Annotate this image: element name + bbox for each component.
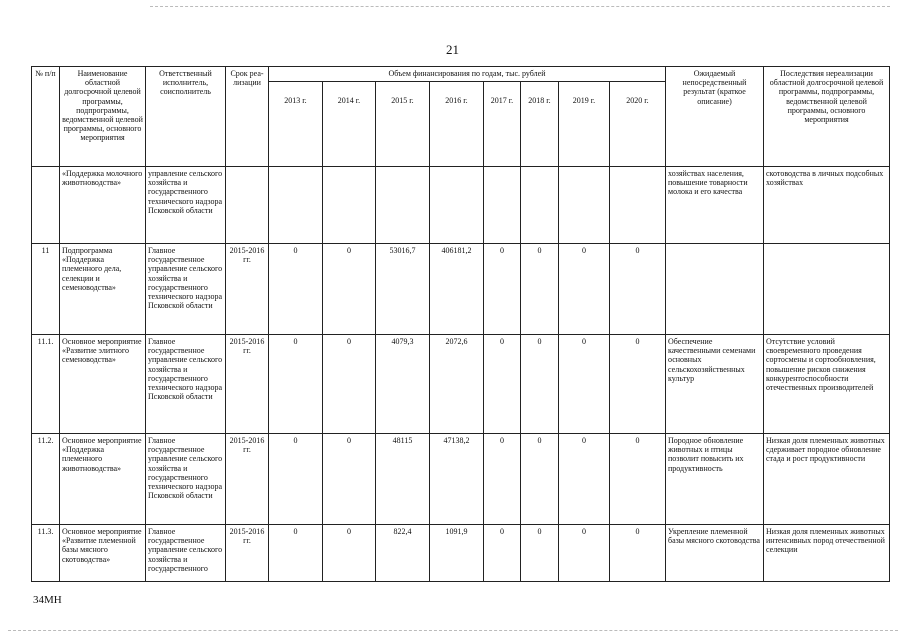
header-finance: Объем финансирования по годам, тыс. рублей <box>269 67 666 82</box>
row-value: 0 <box>610 434 666 525</box>
row-value: 0 <box>610 335 666 434</box>
header-consequence: Последствия нереализации областной долгосрочной целевой программы, подпрограммы, ведомственной целевой программы, основного мероприятия <box>764 67 890 167</box>
row-result: хозяйствах населения, повышение товарности молока и его качества <box>666 167 764 244</box>
header-result: Ожидаемый непосредственный результат (краткое описание) <box>666 67 764 167</box>
row-result: Укрепление племенной базы мясного скотоводства <box>666 525 764 582</box>
row-value: 0 <box>484 335 521 434</box>
row-result: Породное обновление животных и птицы позволит повысить их продуктивность <box>666 434 764 525</box>
row-value: 0 <box>269 244 323 335</box>
row-value: 0 <box>559 335 610 434</box>
header-year: 2018 г. <box>521 82 559 167</box>
row-name: Основное мероприятие «Поддержка племенного животноводства» <box>60 434 146 525</box>
row-executor: Главное государственное управление сельского хозяйства и государственного технического надзора Псковской области <box>146 335 226 434</box>
row-period: 2015-2016 гг. <box>226 434 269 525</box>
row-number <box>32 167 60 244</box>
row-consequence: Низкая доля племенных животных сдерживает породное обновление стада и рост продуктивности <box>764 434 890 525</box>
row-value <box>376 167 430 244</box>
header-no: № п/п <box>32 67 60 167</box>
header-period: Срок реа-лизации <box>226 67 269 167</box>
row-number: 11.1. <box>32 335 60 434</box>
row-period: 2015-2016 гг. <box>226 244 269 335</box>
header-year: 2013 г. <box>269 82 323 167</box>
row-value: 1091,9 <box>430 525 484 582</box>
row-value: 0 <box>484 244 521 335</box>
row-value: 0 <box>521 525 559 582</box>
row-number: 11.3. <box>32 525 60 582</box>
row-value <box>269 167 323 244</box>
row-value: 0 <box>559 244 610 335</box>
row-value: 0 <box>323 244 376 335</box>
row-result: Обеспечение качественными семенами основных сельскохозяйственных культур <box>666 335 764 434</box>
row-value: 2072,6 <box>430 335 484 434</box>
row-name: Основное мероприятие «Развитие племенной базы мясного скотоводства» <box>60 525 146 582</box>
row-executor: Главное государственное управление сельского хозяйства и государственного технического надзора Псковской области <box>146 244 226 335</box>
row-period: 2015-2016 гг. <box>226 335 269 434</box>
footer-code: 34МН <box>33 594 62 606</box>
row-value: 406181,2 <box>430 244 484 335</box>
row-value: 0 <box>323 335 376 434</box>
row-value <box>323 167 376 244</box>
row-consequence: Отсутствие условий своевременного проведения сортосмены и сортообновления, повышение рисков снижения конкурентоспособности отечественных производителей <box>764 335 890 434</box>
row-value <box>484 167 521 244</box>
row-value: 0 <box>269 434 323 525</box>
row-period <box>226 167 269 244</box>
row-value: 0 <box>323 525 376 582</box>
header-year: 2020 г. <box>610 82 666 167</box>
header-name: Наименование областной долгосрочной целевой программы, подпрограммы, ведомственной целевой программы, основного мероприятия <box>60 67 146 167</box>
table-row <box>32 525 890 582</box>
row-number: 11.2. <box>32 434 60 525</box>
header-year: 2017 г. <box>484 82 521 167</box>
row-value: 0 <box>559 434 610 525</box>
row-consequence <box>764 244 890 335</box>
header-row-1 <box>32 67 890 82</box>
row-value: 0 <box>269 335 323 434</box>
table-row <box>32 434 890 525</box>
row-name: Подпрограмма «Поддержка племенного дела, селекции и семеноводства» <box>60 244 146 335</box>
row-result <box>666 244 764 335</box>
row-value: 0 <box>559 525 610 582</box>
row-executor: управление сельского хозяйства и государственного технического надзора Псковской области <box>146 167 226 244</box>
row-value: 822,4 <box>376 525 430 582</box>
row-value: 0 <box>610 244 666 335</box>
row-name: «Поддержка молочного животноводства» <box>60 167 146 244</box>
row-value <box>521 167 559 244</box>
row-value: 0 <box>323 434 376 525</box>
row-value: 0 <box>610 525 666 582</box>
row-consequence: Низкая доля племенных животных интенсивных пород отечественной селекции <box>764 525 890 582</box>
row-value <box>610 167 666 244</box>
header-executor: Ответственный исполнитель, соисполнитель <box>146 67 226 167</box>
row-name: Основное мероприятие «Развитие элитного семеноводства» <box>60 335 146 434</box>
row-value <box>559 167 610 244</box>
header-year: 2016 г. <box>430 82 484 167</box>
row-value: 0 <box>484 525 521 582</box>
row-number: 11 <box>32 244 60 335</box>
row-value: 0 <box>521 244 559 335</box>
table-row <box>32 167 890 244</box>
row-period: 2015-2016 гг. <box>226 525 269 582</box>
row-value: 53016,7 <box>376 244 430 335</box>
table-row <box>32 335 890 434</box>
row-value <box>430 167 484 244</box>
header-year: 2014 г. <box>323 82 376 167</box>
row-consequence: скотоводства в личных подсобных хозяйствах <box>764 167 890 244</box>
row-value: 0 <box>484 434 521 525</box>
row-executor: Главное государственное управление сельского хозяйства и государственного технического надзора Псковской области <box>146 434 226 525</box>
scan-artifact-top <box>150 6 890 7</box>
row-value: 4079,3 <box>376 335 430 434</box>
row-executor: Главное государственное управление сельского хозяйства и государственного <box>146 525 226 582</box>
scan-artifact-bottom <box>8 630 898 631</box>
row-value: 0 <box>269 525 323 582</box>
table-row <box>32 244 890 335</box>
row-value: 48115 <box>376 434 430 525</box>
page-number: 21 <box>446 42 459 57</box>
row-value: 0 <box>521 335 559 434</box>
header-year: 2019 г. <box>559 82 610 167</box>
row-value: 0 <box>521 434 559 525</box>
row-value: 47138,2 <box>430 434 484 525</box>
program-table <box>31 66 890 582</box>
header-year: 2015 г. <box>376 82 430 167</box>
